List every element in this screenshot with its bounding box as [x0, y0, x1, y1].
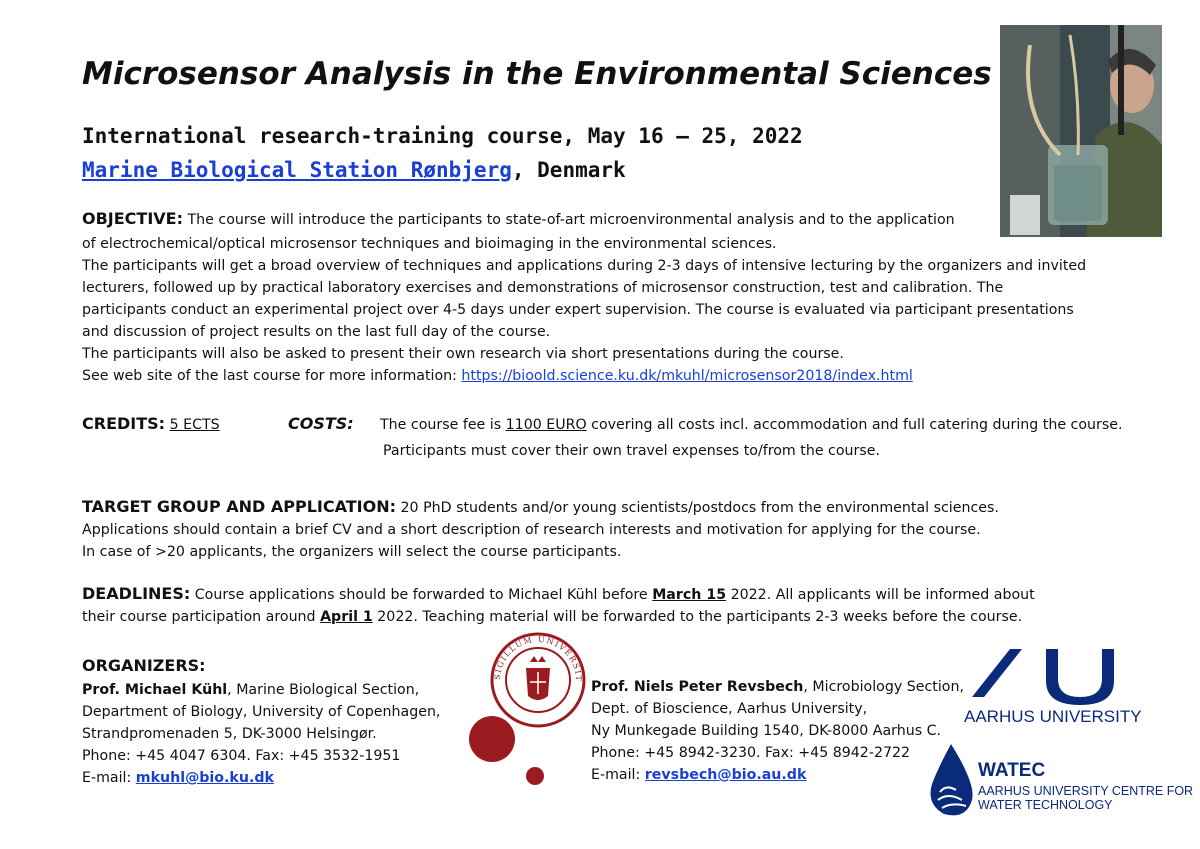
objective-line-2: of electrochemical/optical microsensor techniques and bioimaging in the environmental sciences.	[82, 236, 777, 252]
credits-value: 5 ECTS	[169, 417, 220, 433]
course-photo	[1000, 25, 1162, 237]
objective-line-6: and discussion of project results on the last full day of the course.	[82, 324, 551, 340]
course-fee: 1100 EURO	[505, 417, 587, 433]
previous-course-link[interactable]: https://bioold.science.ku.dk/mkuhl/microsensor2018/index.html	[461, 368, 913, 384]
org2-line-3: Ny Munkegade Building 1540, DK-8000 Aarhus C.	[591, 723, 942, 739]
organizer-2	[591, 676, 964, 786]
costs-line-2: Participants must cover their own travel expenses to/from the course.	[383, 443, 880, 459]
photo-illustration	[1000, 25, 1162, 237]
objective-line-8: See web site of the last course for more information: https://bioold.science.ku.dk/mkuhl/microsensor2018/index.html	[82, 368, 913, 384]
watec-logo	[926, 744, 1194, 816]
org2-line-2: Dept. of Bioscience, Aarhus University,	[591, 701, 868, 717]
org2-line-4: Phone: +45 8942-3230. Fax: +45 8942-2722	[591, 745, 911, 761]
seal-icon	[490, 632, 586, 728]
organizer-1	[82, 679, 440, 789]
objective-line-1: OBJECTIVE: The course will introduce the participants to state-of-art microenvironmental analysis and to the application	[82, 209, 955, 228]
page-title: Microsensor Analysis in the Environmental Sciences	[82, 56, 992, 92]
credits	[82, 413, 220, 436]
org1-line-2: Department of Biology, University of Copenhagen,	[82, 704, 441, 720]
au-mark-icon	[962, 645, 1152, 705]
credits-label: CREDITS:	[82, 414, 166, 433]
org1-line-1: Prof. Michael Kühl, Marine Biological Section,	[82, 682, 420, 698]
station-link[interactable]: Marine Biological Station Rønbjerg	[82, 158, 512, 182]
org1-email-line: E-mail: mkuhl@bio.ku.dk	[82, 770, 274, 786]
target-label: TARGET GROUP AND APPLICATION:	[82, 497, 397, 516]
objective-label: OBJECTIVE:	[82, 209, 183, 228]
course-subtitle: International research-training course, May 16 – 25, 2022	[82, 124, 803, 148]
target-line-2: Applications should contain a brief CV and a short description of research interests and motivation for applying for the course.	[82, 522, 981, 538]
org2-email-line: E-mail: revsbech@bio.au.dk	[591, 767, 807, 783]
seal-text: SIGILLUM UNIVERSIT	[492, 634, 584, 682]
target-line-3: In case of >20 applicants, the organizers will select the course participants.	[82, 544, 622, 560]
water-drop-icon	[926, 744, 976, 816]
costs-line-1: The course fee is 1100 EURO covering all costs incl. accommodation and full catering during the course.	[380, 417, 1123, 433]
location-country: , Denmark	[511, 158, 626, 182]
notification-date: April 1	[320, 609, 373, 625]
org1-name: Prof. Michael Kühl	[82, 682, 228, 698]
costs-label: COSTS:	[288, 414, 354, 433]
objective-line-5: participants conduct an experimental project over 4-5 days under expert supervision. The course is evaluated via participant presentations	[82, 302, 1074, 318]
org2-line-1: Prof. Niels Peter Revsbech, Microbiology Section,	[591, 679, 964, 695]
watec-subtitle-1: AARHUS UNIVERSITY CENTRE FOR	[978, 784, 1194, 798]
deadlines-line-2: their course participation around April 1 2022. Teaching material will be forwarded to the participants 2-3 weeks before the course.	[82, 609, 1023, 625]
target-line-1: TARGET GROUP AND APPLICATION: 20 PhD students and/or young scientists/postdocs from the environmental sciences.	[82, 497, 999, 516]
objective-line-4: lecturers, followed up by practical laboratory exercises and demonstrations of microsensor construction, test and calibration. The	[82, 280, 1004, 296]
aarhus-university-logo	[962, 645, 1152, 735]
org2-name: Prof. Niels Peter Revsbech	[591, 679, 804, 695]
org1-line-3: Strandpromenaden 5, DK-3000 Helsingør.	[82, 726, 377, 742]
red-dot-large	[469, 716, 515, 762]
org1-line-4: Phone: +45 4047 6304. Fax: +45 3532-1951	[82, 748, 401, 764]
deadlines-line-1: DEADLINES: Course applications should be forwarded to Michael Kühl before March 15 2022. All applicants will be informed about	[82, 584, 1035, 603]
organizers-label: ORGANIZERS:	[82, 656, 206, 675]
aarhus-logo-text: AARHUS UNIVERSITY	[964, 707, 1142, 726]
objective-line-3: The participants will get a broad overview of techniques and applications during 2-3 days of intensive lecturing by the organizers and invited	[82, 258, 1087, 274]
org1-email-link[interactable]: mkuhl@bio.ku.dk	[135, 770, 274, 786]
deadlines-label: DEADLINES:	[82, 584, 191, 603]
ku-seal-logo	[490, 632, 586, 728]
watec-title: WATEC	[978, 760, 1046, 781]
objective-line-7: The participants will also be asked to present their own research via short presentations during the course.	[82, 346, 844, 362]
watec-subtitle-2: WATER TECHNOLOGY	[978, 798, 1113, 812]
org2-email-link[interactable]: revsbech@bio.au.dk	[644, 767, 807, 783]
location-line	[82, 158, 626, 182]
deadline-date: March 15	[652, 587, 727, 603]
red-dot-small	[526, 767, 544, 785]
